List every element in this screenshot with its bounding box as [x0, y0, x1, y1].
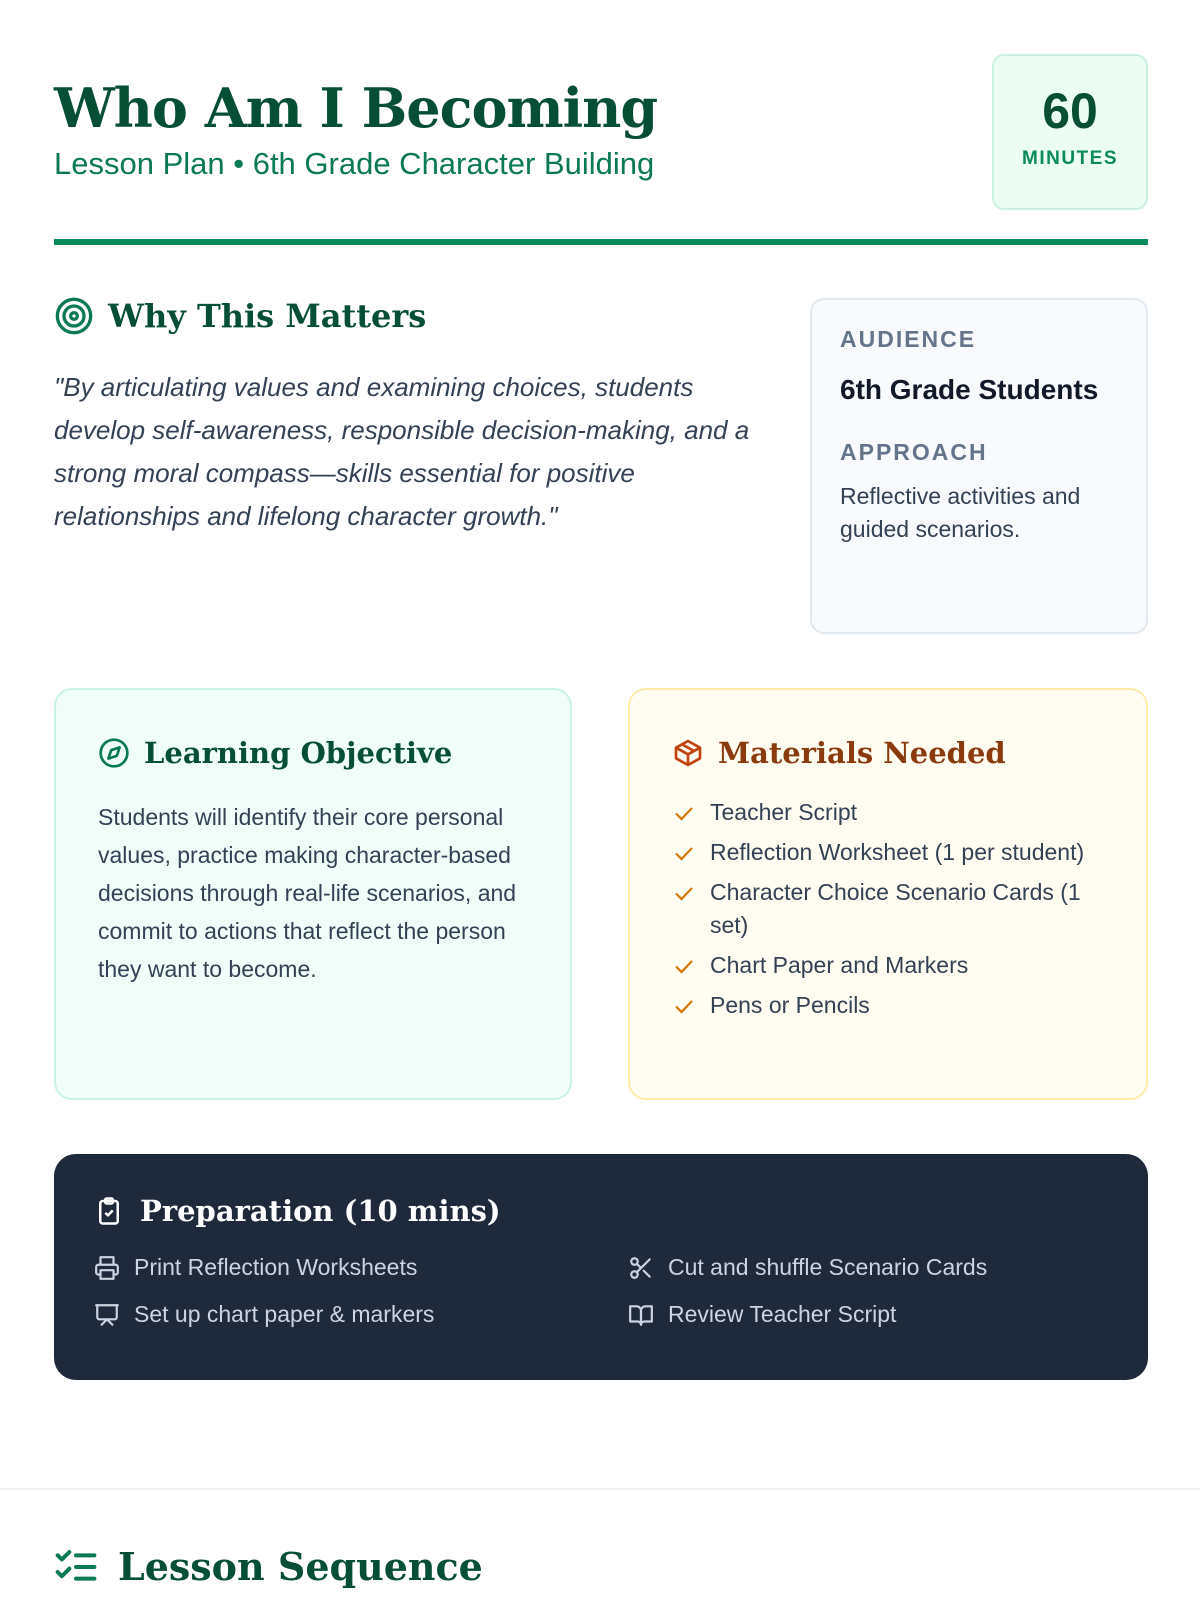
duration-badge: [992, 54, 1148, 210]
list-item: [628, 1297, 1108, 1332]
audience-card: [810, 298, 1148, 634]
materials-card: [628, 688, 1148, 1100]
material-label: Pens or Pencils: [710, 992, 870, 1018]
check-icon: [672, 954, 696, 978]
objective-heading-text: Learning Objective: [144, 736, 453, 770]
approach-label: APPROACH: [840, 439, 988, 465]
why-section: [54, 296, 774, 538]
printer-icon: [94, 1255, 120, 1281]
target-icon: [54, 296, 94, 336]
list-item: [672, 989, 1110, 1022]
material-label: Chart Paper and Markers: [710, 952, 969, 978]
why-heading: [54, 296, 774, 336]
list-item: [628, 1250, 1108, 1285]
list-item: [672, 949, 1110, 982]
list-item: [94, 1297, 628, 1332]
lesson-sequence-heading-text: Lesson Sequence: [118, 1544, 483, 1589]
section-divider: [0, 1488, 1200, 1490]
scissors-icon: [628, 1255, 654, 1281]
prep-label: Cut and shuffle Scenario Cards: [668, 1254, 988, 1280]
page-subtitle: Lesson Plan • 6th Grade Character Building: [54, 146, 655, 181]
lesson-sequence-heading: [54, 1544, 483, 1589]
check-icon: [672, 881, 696, 905]
prep-label: Set up chart paper & markers: [134, 1301, 435, 1327]
approach-value: Reflective activities and guided scenarios.: [840, 483, 1081, 542]
material-label: Teacher Script: [710, 799, 858, 825]
list-item: [672, 796, 1110, 829]
audience-label: AUDIENCE: [840, 326, 977, 352]
presentation-icon: [94, 1302, 120, 1328]
book-open-icon: [628, 1302, 654, 1328]
clipboard-check-icon: [94, 1196, 124, 1226]
materials-heading: [672, 736, 1110, 770]
check-icon: [672, 801, 696, 825]
duration-value: 60: [1042, 83, 1098, 139]
preparation-list: [94, 1250, 1108, 1332]
materials-heading-text: Materials Needed: [718, 736, 1006, 770]
lesson-header: [54, 0, 1148, 245]
duration-unit: MINUTES: [1022, 148, 1118, 169]
materials-list: [672, 796, 1110, 1022]
prep-label: Print Reflection Worksheets: [134, 1254, 418, 1280]
why-heading-text: Why This Matters: [108, 297, 427, 335]
check-icon: [672, 841, 696, 865]
material-label: Character Choice Scenario Cards (1 set): [710, 879, 1081, 938]
check-icon: [672, 994, 696, 1018]
preparation-heading-text: Preparation (10 mins): [140, 1194, 501, 1228]
objective-text: Students will identify their core personal values, practice making character-based decisions through real-life scenarios, and commit to actions that reflect the person they want to become.: [98, 804, 517, 982]
list-item: [672, 836, 1110, 869]
prep-label: Review Teacher Script: [668, 1301, 897, 1327]
compass-icon: [98, 737, 130, 769]
material-label: Reflection Worksheet (1 per student): [710, 839, 1085, 865]
lesson-plan-page: [54, 0, 1148, 1327]
audience-value: 6th Grade Students: [840, 374, 1099, 405]
learning-objective-card: [54, 688, 572, 1100]
preparation-heading: [94, 1194, 1108, 1228]
list-item: [94, 1250, 628, 1285]
package-icon: [672, 737, 704, 769]
list-checks-icon: [54, 1547, 98, 1587]
objective-heading: [98, 736, 530, 770]
preparation-card: [54, 1154, 1148, 1380]
why-quote: "By articulating values and examining choices, students develop self-awareness, responsible decision-making, and a strong moral compass—skills essential for positive relationships and lifelong character growth.": [54, 372, 750, 531]
page-title: Who Am I Becoming: [54, 76, 658, 140]
list-item: [672, 876, 1110, 942]
